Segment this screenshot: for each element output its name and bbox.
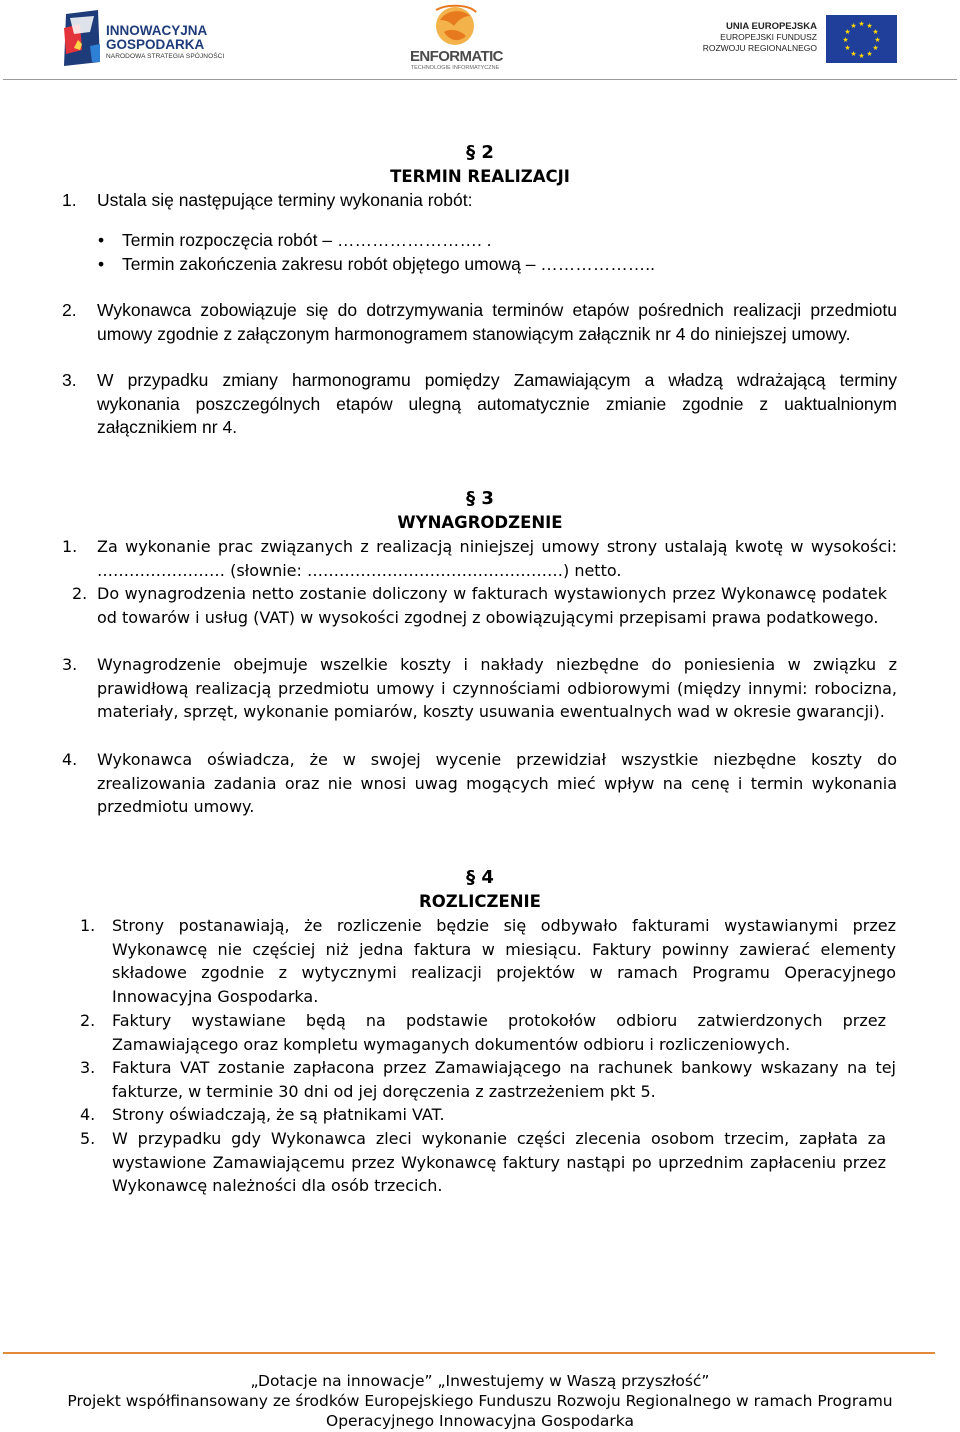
enformatic-globe-icon [410,2,500,50]
ig-logo-line1: INNOWACYJNA [106,23,208,38]
svg-text:★: ★ [858,20,865,28]
svg-text:★: ★ [850,50,857,58]
document-page: INNOWACYJNA GOSPODARKA NARODOWA STRATEGIA SPÓJNOŚCI ENFORMATIC TECHNOLOGIE INFORMATYCZNE UNIA EUROPEJSKA EUROPEJSKI FUNDUSZ ROZWOJU REGIONALNEGO ★ ★ ★ ★ ★ ★ ★ ★ ★ ★ ★ ★ § 2 TERMIN REALIZACJI 1. Ustala się następujące terminy wykonania robót: • Termin rozpoczęcia robót – ……………………. . • Termin zakończenia zakresu robót objętego umową – ……………….. 2. Wykonawca zobowiązuje się do dotrzymywania terminów etapów pośrednich realizacji przedmiotu umowy zgodnie z załączonym harmonogramem stanowiącym załącznik nr 4 do niniejszej umowy. 3. W przypadku zmiany harmonogramu pomiędzy Zamawiającym a władzą wdrażającą terminy wykonania poszczególnych etapów ulegną automatycznie zmianie zgodnie z uaktualnionym załącznikiem nr 4. § 3 WYNAGRODZENIE 1. Za wykonanie prac związanych z realizacją niniejszej umowy strony ustalają kwotę w wysokości: …………………… (słownie: …………………………………………) netto. 2. Do wynagrodzenia netto zostanie doliczony w fakturach wystawionych przez Wykonawcę podatek od towarów i usług (VAT) w wysokości zgodnej z obowiązującymi przepisami prawa podatkowego. 3. Wynagrodzenie obejmuje wszelkie koszty i nakłady niezbędne do poniesienia w związku z prawidłową realizacją przedmiotu umowy i czynnościami odbiorowymi (między innymi: robocizna, materiały, sprzęt, wykonanie pomiarów, koszty usuwania ewentualnych wad w okresie gwarancji). 4. Wykonawca oświadcza, że w swojej wycenie przewidział wszystkie niezbędne koszty do zrealizowania zadania oraz nie wnosi uwag mogących mieć wpływ na cenę i termin wykonania przedmiotu umowy. § 4 ROZLICZENIE 1. Strony postanawiają, że rozliczenie będzie się odbywało fakturami wystawianymi przez Wykonawcę nie częściej niż jedna faktura w miesiącu. Faktury powinny zawierać elementy składowe zgodnie z wytycznymi realizacji projektów w ramach Programu Operacyjnego Innowacyjna Gospodarka. 2. Faktury wystawiane będą na podstawie protokołów odbioru zatwierdzonych przez Zamawiającego oraz kompletu wymaganych dokumentów odbioru i rozliczeniowych. 3. Faktura VAT zostanie zapłacona przez Zamawiającego na rachunek bankowy wskazany na tej fakturze, w terminie 30 dni od jej doręczenia z zastrzeżeniem pkt 5. 4. Strony oświadczają, że są płatnikami VAT. 5. W przypadku gdy Wykonawca zleci wykonanie części zlecenia osobom trzecim, zapłata za wystawione Zamawiającemu przez Wykonawcę faktury nastąpi po uprzednim zapłaceniu przez Wykonawcę należności dla osób trzecich. „Dotacje na innowacje” „Inwestujemy w Waszą przyszłość” Projekt współfinansowany ze środków Europejskiego Funduszu Rozwoju Regionalnego w ramach Programu Operacyjnego Innowacyjna Gospodarka [0,0,960,1432]
svg-text:★: ★ [850,22,857,30]
footer-slogan: „Dotacje na innowacje” „Inwestujemy w Waszą przyszłość” [250,1372,710,1390]
footer-line-2: Operacyjnego Innowacyjna Gospodarka [326,1412,634,1430]
eu-logo [697,15,902,65]
section-2-title: TERMIN REALIZACJI [390,167,570,186]
header-rule [3,79,957,80]
ig-emblem-icon [60,10,104,68]
svg-text:★: ★ [872,28,879,36]
svg-text:★: ★ [858,52,865,60]
eu-logo-line1: UNIA EUROPEJSKA [726,21,817,32]
section-3-symbol: § 3 [466,488,494,509]
section-2-symbol: § 2 [466,142,494,163]
section-4-symbol: § 4 [466,867,494,888]
enformatic-subtitle: TECHNOLOGIE INFORMATYCZNE [410,65,500,71]
svg-text:★: ★ [872,44,879,52]
svg-text:★: ★ [874,36,881,44]
section-4-title: ROZLICZENIE [419,892,541,911]
ig-logo-line2: GOSPODARKA [106,37,205,52]
svg-text:★: ★ [844,28,851,36]
footer-rule [3,1352,935,1354]
enformatic-logo [410,2,503,74]
svg-text:★: ★ [842,36,849,44]
svg-text:★: ★ [844,44,851,52]
svg-text:★: ★ [866,22,873,30]
header [0,0,960,80]
eu-logo-line3: ROZWOJU REGIONALNEGO [702,43,817,53]
footer-line-1: Projekt współfinansowany ze środków Europejskiego Funduszu Rozwoju Regionalnego w ramach Programu [67,1392,893,1410]
ig-logo-line3: NARODOWA STRATEGIA SPÓJNOŚCI [106,53,225,60]
eu-logo-line2: EUROPEJSKI FUNDUSZ [720,32,817,42]
innowacyjna-gospodarka-logo [60,10,245,70]
svg-text:★: ★ [866,50,873,58]
eu-flag-icon [826,15,897,63]
section-3-title: WYNAGRODZENIE [397,513,563,532]
enformatic-name: ENFORMATIC [410,48,503,65]
